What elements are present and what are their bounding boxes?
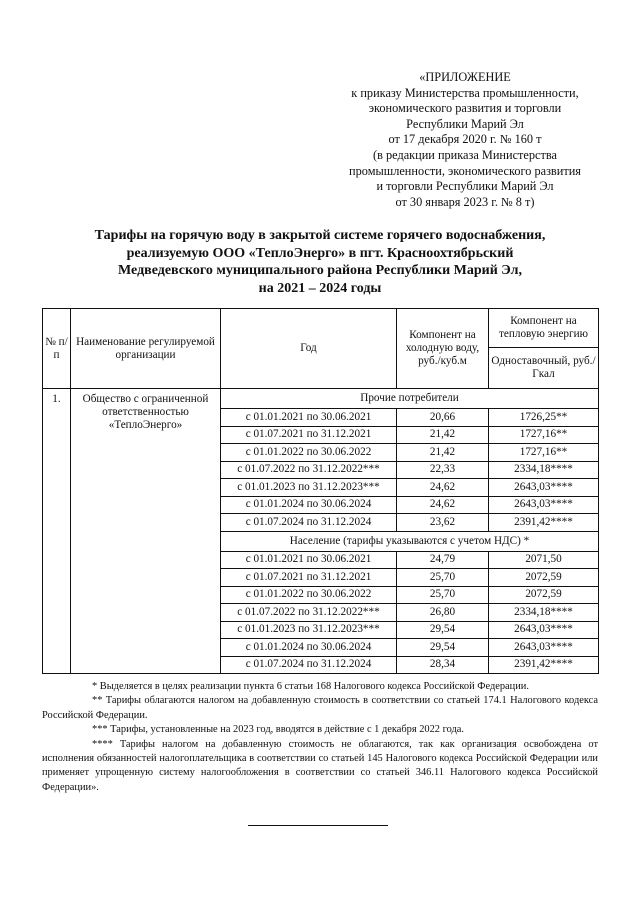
title-line: Медведевского муниципального района Республики Марий Эл,	[118, 263, 522, 278]
cold-water-cell: 23,62	[397, 514, 489, 532]
cold-water-cell: 24,62	[397, 479, 489, 497]
section-row	[43, 389, 599, 409]
cold-water-cell: 29,54	[397, 639, 489, 657]
heat-energy-cell: 2391,42****	[489, 656, 599, 674]
divider-line	[248, 825, 388, 826]
document-body	[42, 308, 598, 826]
footnote: ** Тарифы облагаются налогом на добавленную стоимость в соответствии со статьей 174.1 Налогового кодекса Российской Федерации.	[42, 695, 598, 721]
period-cell: с 01.07.2024 по 31.12.2024	[221, 514, 397, 532]
appendix-line: к приказу Министерства промышленности,	[351, 85, 579, 100]
period-cell: с 01.07.2022 по 31.12.2022***	[221, 604, 397, 622]
cold-water-cell: 21,42	[397, 444, 489, 462]
header-year: Год	[221, 309, 397, 389]
header-num: № п/п	[43, 309, 71, 389]
header-org: Наименование регулируемой организации	[71, 309, 221, 389]
title-line: реализуемую ООО «ТеплоЭнерго» в пгт. Красноохтябрьский	[126, 245, 514, 261]
appendix-line: от 17 декабря 2020 г. № 160 т	[388, 132, 542, 147]
cold-water-cell: 24,79	[397, 551, 489, 569]
title-line: Тарифы на горячую воду в закрытой системе горячего водоснабжения,	[94, 228, 546, 243]
heat-energy-cell: 2334,18****	[489, 461, 599, 479]
document-title	[40, 227, 600, 297]
cold-water-cell: 22,33	[397, 461, 489, 479]
section-label: Население (тарифы указываются с учетом НДС) *	[221, 531, 599, 551]
tariff-table	[42, 308, 599, 674]
period-cell: с 01.07.2022 по 31.12.2022***	[221, 461, 397, 479]
cold-water-cell: 26,80	[397, 604, 489, 622]
period-cell: с 01.01.2023 по 31.12.2023***	[221, 479, 397, 497]
period-cell: с 01.01.2023 по 31.12.2023***	[221, 621, 397, 639]
period-cell: с 01.01.2022 по 30.06.2022	[221, 444, 397, 462]
heat-energy-cell: 2072,59	[489, 586, 599, 604]
heat-energy-cell: 2072,59	[489, 569, 599, 587]
period-cell: с 01.07.2024 по 31.12.2024	[221, 656, 397, 674]
footnote: *** Тарифы, установленные на 2023 год, вводятся в действие с 1 декабря 2022 года.	[92, 724, 464, 736]
header-heat: Компонент на тепловую энергию	[489, 309, 599, 348]
period-cell: с 01.01.2024 по 30.06.2024	[221, 639, 397, 657]
footnote: **** Тарифы налогом на добавленную стоимость не облагаются, так как организация освобождена от исполнения обязанностей налогоплательщика в соответствии со статьей 145 Налогового кодекса Российской Федерации или применяет упрощенную систему налогообложения в соответствии со статьей 346.11 Налогового кодекса Российской Федерации».	[42, 738, 598, 793]
heat-energy-cell: 1727,16**	[489, 444, 599, 462]
appendix-line: Республики Марий Эл	[406, 116, 524, 131]
section-label: Прочие потребители	[221, 389, 599, 409]
appendix-line: от 30 января 2023 г. № 8 т)	[395, 194, 535, 209]
row-number: 1.	[43, 389, 71, 674]
period-cell: с 01.01.2021 по 30.06.2021	[221, 409, 397, 427]
header-cold: Компонент на холодную воду, руб./куб.м	[397, 309, 489, 389]
cold-water-cell: 20,66	[397, 409, 489, 427]
appendix-line: и торговли Республики Марий Эл	[376, 179, 554, 194]
heat-energy-cell: 2071,50	[489, 551, 599, 569]
organization-name: Общество с ограниченной ответственностью «ТеплоЭнерго»	[71, 389, 221, 674]
heat-energy-cell: 2643,03****	[489, 639, 599, 657]
heat-energy-cell: 2643,03****	[489, 479, 599, 497]
title-line: на 2021 – 2024 годы	[258, 280, 382, 296]
cold-water-cell: 25,70	[397, 586, 489, 604]
heat-energy-cell: 1726,25**	[489, 409, 599, 427]
cold-water-cell: 25,70	[397, 569, 489, 587]
appendix-line: (в редакции приказа Министерства	[373, 147, 557, 162]
appendix-line: экономического развития и торговли	[368, 101, 562, 116]
heat-energy-cell: 2391,42****	[489, 514, 599, 532]
period-cell: с 01.07.2021 по 31.12.2021	[221, 426, 397, 444]
heat-energy-cell: 2334,18****	[489, 604, 599, 622]
appendix-line: «ПРИЛОЖЕНИЕ	[419, 70, 511, 84]
footnote: * Выделяется в целях реализации пункта 6 статьи 168 Налогового кодекса Российской Федерации.	[92, 681, 529, 692]
period-cell: с 01.01.2024 по 30.06.2024	[221, 496, 397, 514]
period-cell: с 01.01.2021 по 30.06.2021	[221, 551, 397, 569]
header-heat-sub: Одноставочный, руб./Гкал	[489, 348, 599, 389]
heat-energy-cell: 2643,03****	[489, 496, 599, 514]
period-cell: с 01.07.2021 по 31.12.2021	[221, 569, 397, 587]
heat-energy-cell: 1727,16**	[489, 426, 599, 444]
footnotes	[42, 680, 598, 795]
appendix-header	[325, 70, 605, 210]
period-cell: с 01.01.2022 по 30.06.2022	[221, 586, 397, 604]
cold-water-cell: 21,42	[397, 426, 489, 444]
cold-water-cell: 29,54	[397, 621, 489, 639]
cold-water-cell: 24,62	[397, 496, 489, 514]
cold-water-cell: 28,34	[397, 656, 489, 674]
heat-energy-cell: 2643,03****	[489, 621, 599, 639]
appendix-line: промышленности, экономического развития	[349, 163, 581, 178]
